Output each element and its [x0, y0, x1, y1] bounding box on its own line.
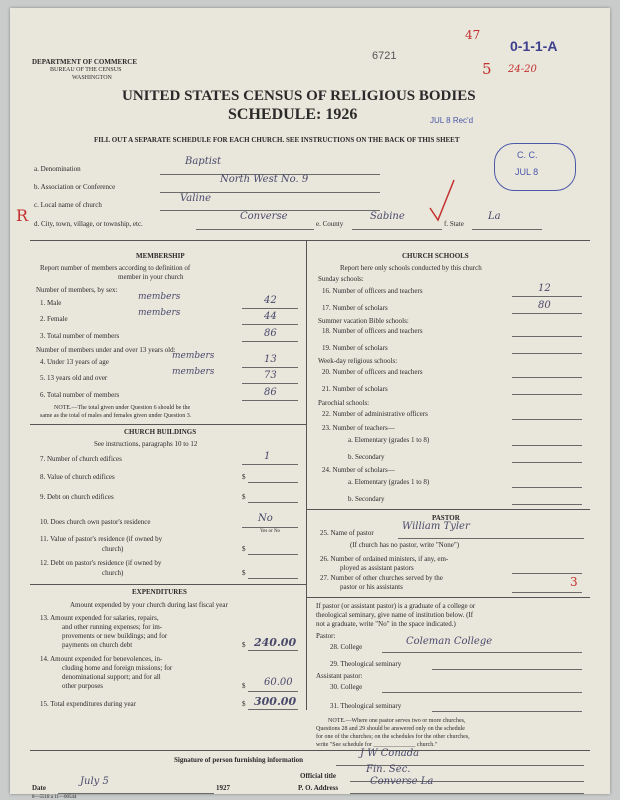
- q9-dollar: $: [242, 493, 246, 501]
- signature-label: Signature of person furnishing information: [174, 756, 303, 764]
- q23-label: 23. Number of teachers—: [322, 424, 395, 432]
- q14-line-3: denominational support; and for all: [62, 673, 161, 681]
- pastor-label: Pastor:: [316, 632, 336, 640]
- q22-label: 22. Number of administrative officers: [322, 410, 428, 418]
- expenditures-title: EXPENDITURES: [132, 588, 187, 596]
- schedule-number: 6721: [372, 50, 397, 62]
- schools-title: CHURCH SCHOOLS: [402, 252, 469, 260]
- form-title: UNITED STATES CENSUS OF RELIGIOUS BODIES: [122, 88, 476, 104]
- red-check-mark: [428, 178, 458, 224]
- pastor-note-4: write "See schedule for ______________ church.": [316, 742, 438, 748]
- q14-line-4: other purposes: [62, 682, 104, 690]
- q6-label: 6. Total number of members: [40, 391, 120, 399]
- pastor-title: PASTOR: [432, 514, 460, 522]
- weekday-label: Week-day religious schools:: [318, 357, 398, 365]
- q17-value: 80: [538, 300, 551, 311]
- q25-label: 25. Name of pastor: [320, 529, 374, 537]
- q25-value: William Tyler: [402, 521, 470, 532]
- q1-label: 1. Male: [40, 299, 62, 307]
- date-value: July 5: [80, 776, 109, 787]
- q7-value: 1: [264, 451, 271, 462]
- instruction-line: FILL OUT A SEPARATE SCHEDULE FOR EACH CHURCH. SEE INSTRUCTIONS ON THE BACK OF THIS SHEET: [94, 136, 460, 144]
- q8-dollar: $: [242, 473, 246, 481]
- summer-label: Summer vacation Bible schools:: [318, 317, 409, 325]
- q16-label: 16. Number of officers and teachers: [322, 287, 423, 295]
- assistant-label: Assistant pastor:: [316, 672, 363, 680]
- q3-label: 3. Total number of members: [40, 332, 120, 340]
- r-mark: R: [16, 206, 29, 225]
- q7-label: 7. Number of church edifices: [40, 455, 122, 463]
- q24-label: 24. Number of scholars—: [322, 466, 395, 474]
- association-label: b. Association or Conference: [34, 183, 116, 191]
- expenditures-intro: Amount expended by your church during last fiscal year: [70, 601, 228, 609]
- q4-value: 13: [264, 354, 277, 365]
- q12-dollar: $: [242, 569, 246, 577]
- q2-value: 44: [264, 311, 277, 322]
- q20-label: 20. Number of officers and teachers: [322, 368, 423, 376]
- q1-value: 42: [264, 295, 277, 306]
- received-stamp: JUL 8 Rec'd: [430, 116, 474, 125]
- cc-stamp-date: JUL 8: [515, 167, 539, 177]
- grad-line-2: theological seminary, give name of institution below. (If: [316, 611, 474, 619]
- q27-value: 3: [570, 575, 578, 589]
- association-value: North West No. 9: [220, 174, 309, 185]
- year-label: 1927: [216, 784, 230, 792]
- buildings-sub: See instructions, paragraphs 10 to 12: [94, 440, 198, 448]
- q13-line-1: 13. Amount expended for salaries, repairs,: [40, 614, 159, 622]
- sunday-label: Sunday schools:: [318, 275, 364, 283]
- q26-label-a: 26. Number of ordained ministers, if any, em-: [320, 555, 449, 563]
- q21-label: 21. Number of scholars: [322, 385, 388, 393]
- q4-label: 4. Under 13 years of age: [40, 358, 109, 366]
- q5-note: members: [172, 367, 215, 377]
- q23a-label: a. Elementary (grades 1 to 8): [348, 436, 430, 444]
- membership-title: MEMBERSHIP: [136, 252, 185, 260]
- annotation-top: 47: [465, 28, 481, 42]
- q16-value: 12: [538, 283, 551, 294]
- q6-value: 86: [264, 387, 277, 398]
- schools-sub: Report here only schools conducted by this church: [340, 264, 482, 272]
- annotation-5: 5: [482, 60, 492, 78]
- city-town-label: d. City, town, village, or township, etc.: [34, 220, 143, 228]
- county-value: Sabine: [370, 211, 405, 222]
- state-value: La: [488, 211, 501, 222]
- q11-dollar: $: [242, 545, 246, 553]
- q27-label-b: pastor or his assistants: [340, 583, 403, 591]
- q19-label: 19. Number of scholars: [322, 344, 388, 352]
- city-label: WASHINGTON: [72, 75, 112, 81]
- membership-intro-1: Report number of members according to definition of: [40, 264, 191, 272]
- denomination-value: Baptist: [185, 156, 222, 167]
- q2-note: members: [138, 308, 181, 318]
- q13-value: 240.00: [254, 636, 297, 649]
- cc-stamp-top: C. C.: [517, 150, 538, 160]
- grad-line-1: If pastor (or assistant pastor) is a graduate of a college or: [316, 602, 476, 610]
- q11-label-b: church): [102, 545, 124, 553]
- denomination-label: a. Denomination: [34, 165, 81, 173]
- q5-label: 5. 13 years old and over: [40, 374, 108, 382]
- local-name-value: Valine: [180, 193, 212, 204]
- q30-label: 30. College: [330, 683, 363, 691]
- q13-line-3: provements or new buildings; and for: [62, 632, 168, 640]
- po-address-label: P. O. Address: [298, 784, 339, 792]
- q25-hint: (If church has no pastor, write "None"): [350, 541, 460, 549]
- department-label: DEPARTMENT OF COMMERCE: [32, 58, 138, 66]
- q9-label: 9. Debt on church edifices: [40, 493, 114, 501]
- cc-stamp: [494, 143, 576, 191]
- buildings-title: CHURCH BUILDINGS: [124, 428, 197, 436]
- q11-label-a: 11. Value of pastor's residence (if owned by: [40, 535, 163, 543]
- pastor-note-2: Questions 28 and 29 should be answered only on the schedule: [316, 726, 465, 732]
- q28-label: 28. College: [330, 643, 363, 651]
- q10-label: 10. Does church own pastor's residence: [40, 518, 151, 526]
- q1-note: members: [138, 292, 181, 302]
- q2-label: 2. Female: [40, 315, 68, 323]
- q8-label: 8. Value of church edifices: [40, 473, 115, 481]
- official-title-value: Fin. Sec.: [366, 764, 411, 775]
- parochial-label: Parochial schools:: [318, 399, 370, 407]
- q28-value: Coleman College: [406, 636, 493, 647]
- q29-label: 29. Theological seminary: [330, 660, 402, 668]
- pastor-note-1: NOTE.—Where one pastor serves two or more churches,: [328, 718, 466, 724]
- date-label: Date: [32, 784, 46, 792]
- q14-line-1: 14. Amount expended for benevolences, in-: [40, 655, 163, 663]
- q15-value: 300.00: [254, 695, 297, 708]
- q5-value: 73: [264, 370, 277, 381]
- q13-line-4: payments on church debt: [62, 641, 133, 649]
- q31-label: 31. Theological seminary: [330, 702, 402, 710]
- q18-label: 18. Number of officers and teachers: [322, 327, 423, 335]
- membership-note-1: NOTE.—The total given under Question 6 should be the: [54, 405, 191, 411]
- q3-value: 86: [264, 328, 277, 339]
- q14-dollar: $: [242, 682, 246, 690]
- membership-note-2: same as the total of males and females given under Question 3.: [40, 413, 192, 419]
- membership-intro-2: member in your church: [118, 273, 184, 281]
- q15-label: 15. Total expenditures during year: [40, 700, 136, 708]
- q27-label-a: 27. Number of other churches served by the: [320, 574, 443, 582]
- q12-label-b: church): [102, 569, 124, 577]
- po-address-value: Converse La: [370, 776, 434, 787]
- q13-line-2: and other running expenses; for im-: [62, 623, 163, 631]
- q26-label-b: ployed as assistant pastors: [340, 564, 414, 572]
- q12-label-a: 12. Debt on pastor's residence (if owned by: [40, 559, 162, 567]
- q15-dollar: $: [242, 700, 246, 708]
- q17-label: 17. Number of scholars: [322, 304, 388, 312]
- code-stamp: 0-1-1-A: [510, 38, 558, 54]
- census-schedule-page: [10, 8, 610, 800]
- local-name-label: c. Local name of church: [34, 201, 102, 209]
- q10-hint: Yes or No: [260, 529, 281, 534]
- q14-line-2: cluding home and foreign missions; for: [62, 664, 173, 672]
- q24a-label: a. Elementary (grades 1 to 8): [348, 478, 430, 486]
- state-label: f. State: [444, 220, 464, 228]
- print-code: 8—5518 a 11—00544: [32, 795, 77, 800]
- q4-note: members: [172, 351, 215, 361]
- annotation-date: 24-20: [508, 64, 537, 75]
- pastor-note-3: for one of the churches; on the schedules for the other churches,: [316, 734, 470, 740]
- bureau-label: BUREAU OF THE CENSUS: [50, 67, 122, 73]
- grad-line-3: not a graduate, write "No" in the space indicated.): [316, 620, 456, 628]
- q13-dollar: $: [242, 641, 246, 649]
- signature-value: J W Conada: [360, 748, 420, 759]
- q14-value: 60.00: [264, 677, 293, 688]
- by-age-label: Number of members under and over 13 years old:: [36, 346, 176, 354]
- form-subtitle: SCHEDULE: 1926: [228, 106, 358, 123]
- q24b-label: b. Secondary: [348, 495, 385, 503]
- q10-value: No: [258, 513, 273, 524]
- by-sex-label: Number of members, by sex:: [36, 286, 118, 294]
- official-title-label: Official title: [300, 772, 336, 780]
- city-town-value: Converse: [240, 211, 288, 222]
- county-label: e. County: [316, 220, 344, 228]
- q23b-label: b. Secondary: [348, 453, 385, 461]
